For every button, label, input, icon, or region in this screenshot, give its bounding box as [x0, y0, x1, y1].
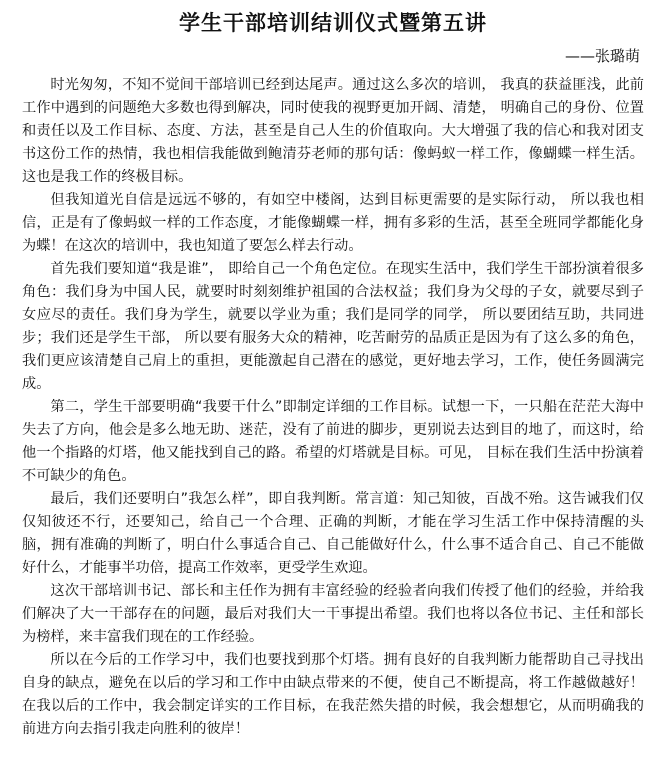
- paragraph: 最后，我们还要明白”我怎么样”，即自我判断。常言道：知己知彼，百战不殆。这告诫我们仅仅知彼还不行，还要知己，给自己一个合理、正确的判断，才能在学习生活工作中保持清醒的头脑，拥有准确的判断了，明白什么事适合自己、自己能做好什么，什么事不适合自己、自己不能做好什么，才能事半功倍，提高工作效率，更受学生欢迎。: [22, 491, 644, 576]
- paragraph: 所以在今后的工作学习中，我们也要找到那个灯塔。拥有良好的自我判断力能帮助自己寻找出自身的缺点，避免在以后的学习和工作中由缺点带来的不便，使自己不断提高，将工作越做越好！在我以后的工作中，我会制定详实的工作目标，在我茫然失措的时候，我会想想它，从而明确我的前进方向去指引我走向胜利的彼岸！: [22, 652, 644, 737]
- author-line: ——张璐萌: [564, 47, 640, 65]
- document-title: 学生干部培训结训仪式暨第五讲: [179, 11, 487, 35]
- document-body: [22, 74, 644, 741]
- paragraph: 首先我们要知道“我是谁”， 即给自己一个角色定位。在现实生活中，我们学生干部扮演着很多角色：我们身为中国人民，就要时时刻刻维护祖国的合法权益；我们身为父母的子女，就要尽到子女应尽的责任。我们身为学生，就要以学业为重；我们是同学的同学， 所以要团结互助，共同进步；我们还是学生干部， 所以要有服务大众的精神，吃苦耐劳的品质正是因为有了这么多的角色，我们更应该清楚自己肩上的重担，更能激起自己潜在的感觉，更好地去学习，工作，使任务圆满完成。: [22, 261, 644, 392]
- paragraph: 第二，学生干部要明确“我要干什么”即制定详细的工作目标。试想一下，一只船在茫茫大海中失去了方向，他会是多么地无助、迷茫，没有了前进的脚步，更别说去达到目的地了，而这时，给他一个指路的灯塔，他又能找到自己的路。希望的灯塔就是目标。可见， 目标在我们生活中扮演着不可缺少的角色。: [22, 399, 644, 484]
- paragraph: 但我知道光自信是远远不够的，有如空中楼阁，达到目标更需要的是实际行动， 所以我也相信，正是有了像蚂蚁一样的工作态度，才能像蝴蝶一样，拥有多彩的生活，甚至全班同学都能化身为蝶！在这次的培训中，我也知道了要怎么样去行动。: [22, 192, 644, 254]
- paragraph: 这次干部培训书记、部长和主任作为拥有丰富经验的经验者向我们传授了他们的经验，并给我们解决了大一干部存在的问题，最后对我们大一干事提出希望。我们也将以各位书记、主任和部长为榜样，来丰富我们现在的工作经验。: [22, 583, 644, 645]
- paragraph: 时光匆匆，不知不觉间干部培训已经到达尾声。通过这么多次的培训， 我真的获益匪浅，此前工作中遇到的问题绝大多数也得到解决，同时使我的视野更加开阔、清楚， 明确自己的身份、位置和责任以及工作目标、态度、方法，甚至是自己人生的价值取向。大大增强了我的信心和我对团支书这份工作的热情，我也相信我能做到鲍清芬老师的那句话：像蚂蚁一样工作，像蝴蝶一样生活。这也是我工作的终极目标。: [22, 77, 644, 185]
